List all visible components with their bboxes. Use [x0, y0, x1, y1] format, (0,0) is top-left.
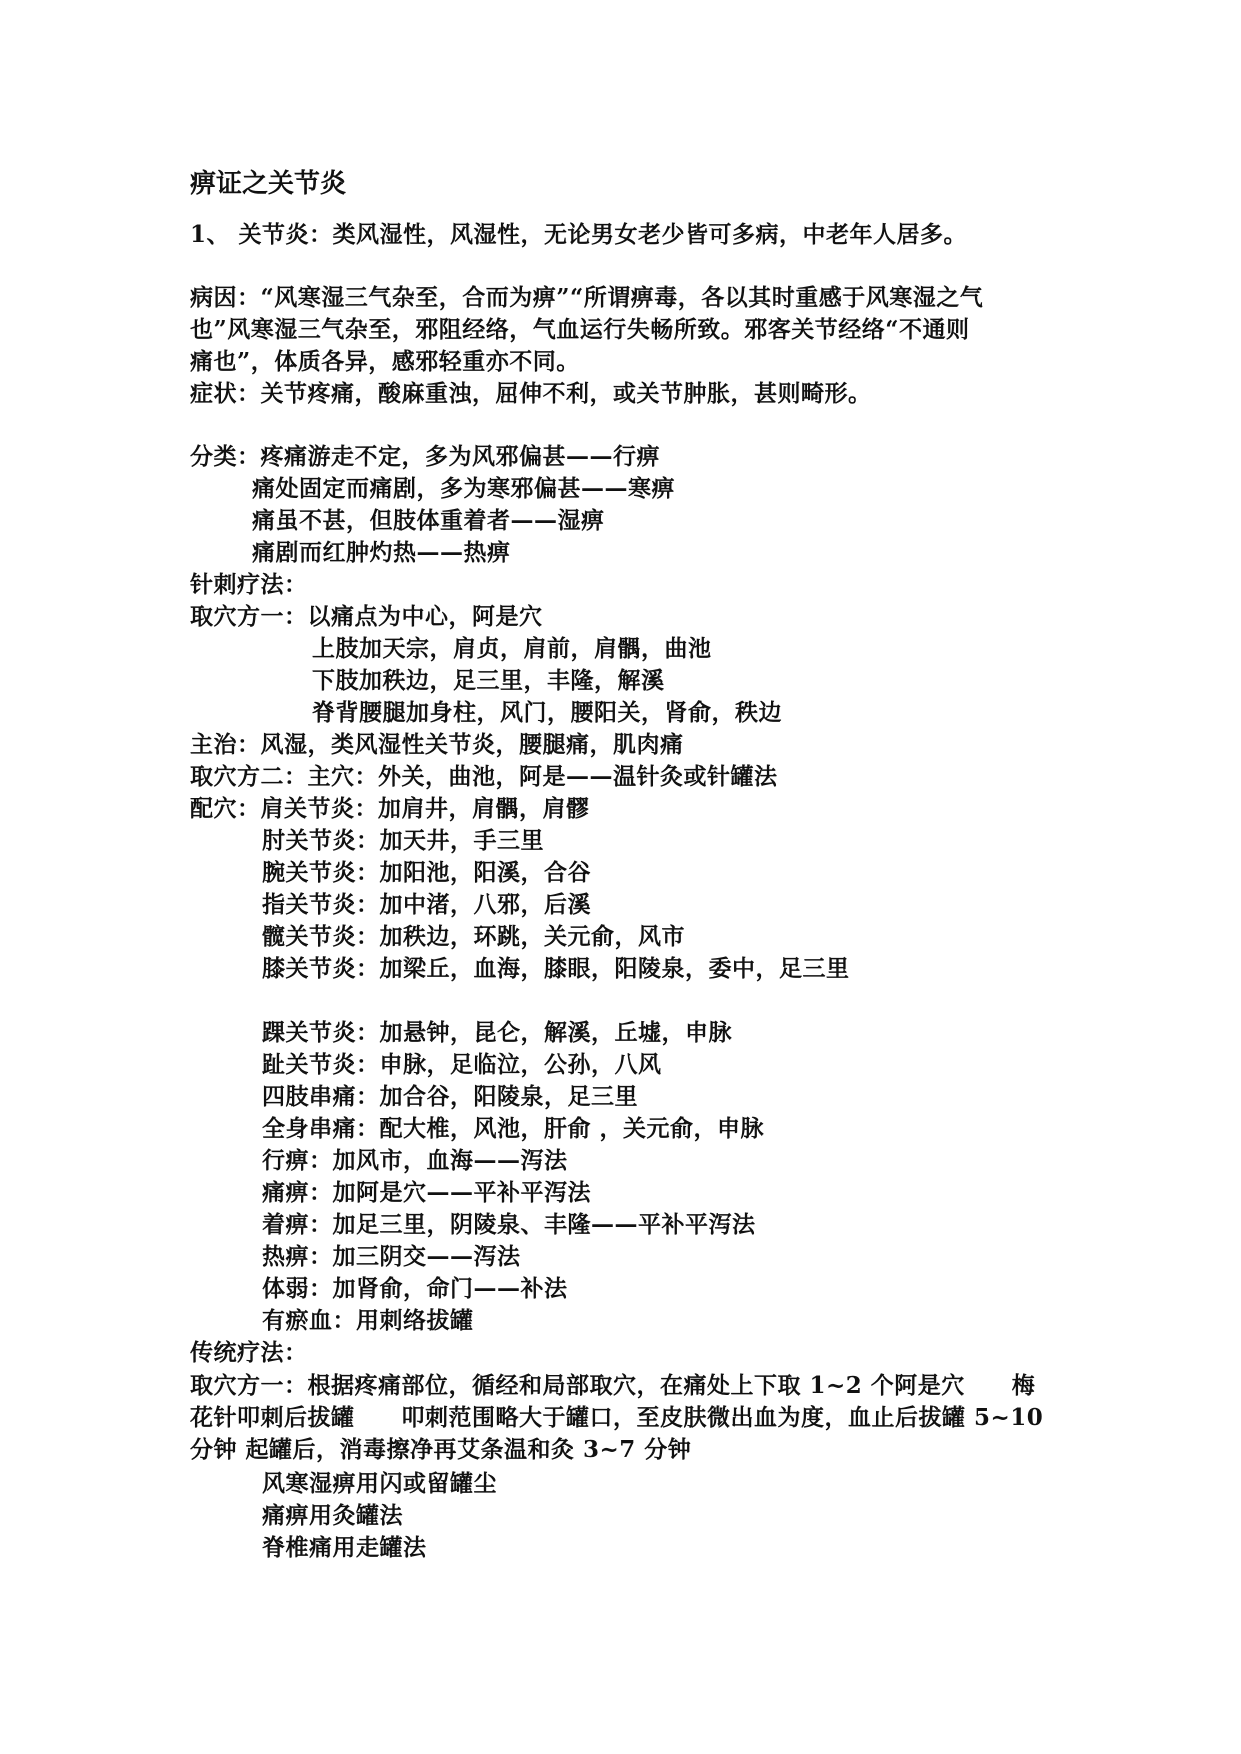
method1-line: 取穴方一：以痛点为中心，阿是穴	[190, 603, 543, 630]
traditional-sub-line: 脊椎痛用走罐法	[262, 1534, 427, 1561]
supplementary-line: 热痹：加三阴交——泻法	[262, 1243, 521, 1270]
traditional-sub-line: 痛痹用灸罐法	[262, 1502, 403, 1529]
cause-line: 痛也”，体质各异，感邪轻重亦不同。	[190, 348, 580, 375]
supplementary-line: 髋关节炎：加秩边，环跳，关元俞，风市	[262, 923, 685, 950]
supplementary-line: 四肢串痛：加合谷，阳陵泉，足三里	[262, 1083, 638, 1110]
method1-line: 脊背腰腿加身柱，风门，腰阳关，肾俞，秩边	[312, 699, 782, 726]
supplementary-line: 趾关节炎：申脉，足临泣，公孙，八风	[262, 1051, 662, 1078]
intro-line: 1、 关节炎：类风湿性，风湿性，无论男女老少皆可多病，中老年人居多。	[190, 221, 968, 248]
supplementary-line: 指关节炎：加中渚，八邪，后溪	[262, 891, 591, 918]
supplementary-line: 有瘀血：用刺络拔罐	[262, 1307, 474, 1334]
supplementary-line: 行痹：加风市，血海——泻法	[262, 1147, 568, 1174]
cause-line: 病因：“风寒湿三气杂至，合而为痹”“所谓痹毒，各以其时重感于风寒湿之气	[190, 284, 984, 311]
traditional-line: 花针叩刺后拔罐 叩刺范围略大于罐口，至皮肤微出血为度，血止后拔罐 5~10	[190, 1404, 1044, 1431]
method1-line: 下肢加秩边，足三里，丰隆，解溪	[312, 667, 665, 694]
cause-line: 也”风寒湿三气杂至，邪阻经络，气血运行失畅所致。邪客关节经络“不通则	[190, 316, 970, 343]
supplementary-line: 膝关节炎：加梁丘，血海，膝眼，阳陵泉，委中，足三里	[262, 955, 850, 982]
traditional-line: 取穴方一：根据疼痛部位，循经和局部取穴，在痛处上下取 1~2 个阿是穴 梅	[190, 1372, 1036, 1399]
supplementary-line: 肘关节炎：加天井，手三里	[262, 827, 544, 854]
supplementary-line: 配穴：肩关节炎：加肩井，肩髃，肩髎	[190, 795, 590, 822]
supplementary-line: 痛痹：加阿是穴——平补平泻法	[262, 1179, 591, 1206]
method2-line: 取穴方二：主穴：外关，曲池，阿是——温针灸或针罐法	[190, 763, 778, 790]
method1-line: 上肢加天宗，肩贞，肩前，肩髃，曲池	[312, 635, 712, 662]
traditional-line: 分钟 起罐后，消毒擦净再艾条温和灸 3~7 分钟	[190, 1436, 692, 1463]
traditional-sub-line: 风寒湿痹用闪或留罐尘	[262, 1470, 497, 1497]
acupuncture-heading: 针刺疗法：	[190, 571, 308, 598]
indications-line: 主治：风湿，类风湿性关节炎，腰腿痛，肌肉痛	[190, 731, 684, 758]
classification-line: 分类：疼痛游走不定，多为风邪偏甚——行痹	[190, 443, 660, 470]
page-title: 痹证之关节炎	[190, 169, 347, 199]
classification-line: 痛剧而红肿灼热——热痹	[252, 539, 511, 566]
supplementary-line: 踝关节炎：加悬钟，昆仑，解溪，丘墟，申脉	[262, 1019, 732, 1046]
traditional-heading: 传统疗法：	[190, 1339, 308, 1366]
symptom-line: 症状：关节疼痛，酸麻重浊，屈伸不利，或关节肿胀，甚则畸形。	[190, 380, 872, 407]
supplementary-line: 体弱：加肾俞，命门——补法	[262, 1275, 568, 1302]
supplementary-line: 腕关节炎：加阳池，阳溪，合谷	[262, 859, 591, 886]
supplementary-line: 着痹：加足三里，阴陵泉、丰隆——平补平泻法	[262, 1211, 756, 1238]
classification-line: 痛处固定而痛剧，多为寒邪偏甚——寒痹	[252, 475, 675, 502]
classification-line: 痛虽不甚，但肢体重着者——湿痹	[252, 507, 605, 534]
supplementary-line: 全身串痛：配大椎，风池，肝俞 ，关元俞，申脉	[262, 1115, 765, 1142]
